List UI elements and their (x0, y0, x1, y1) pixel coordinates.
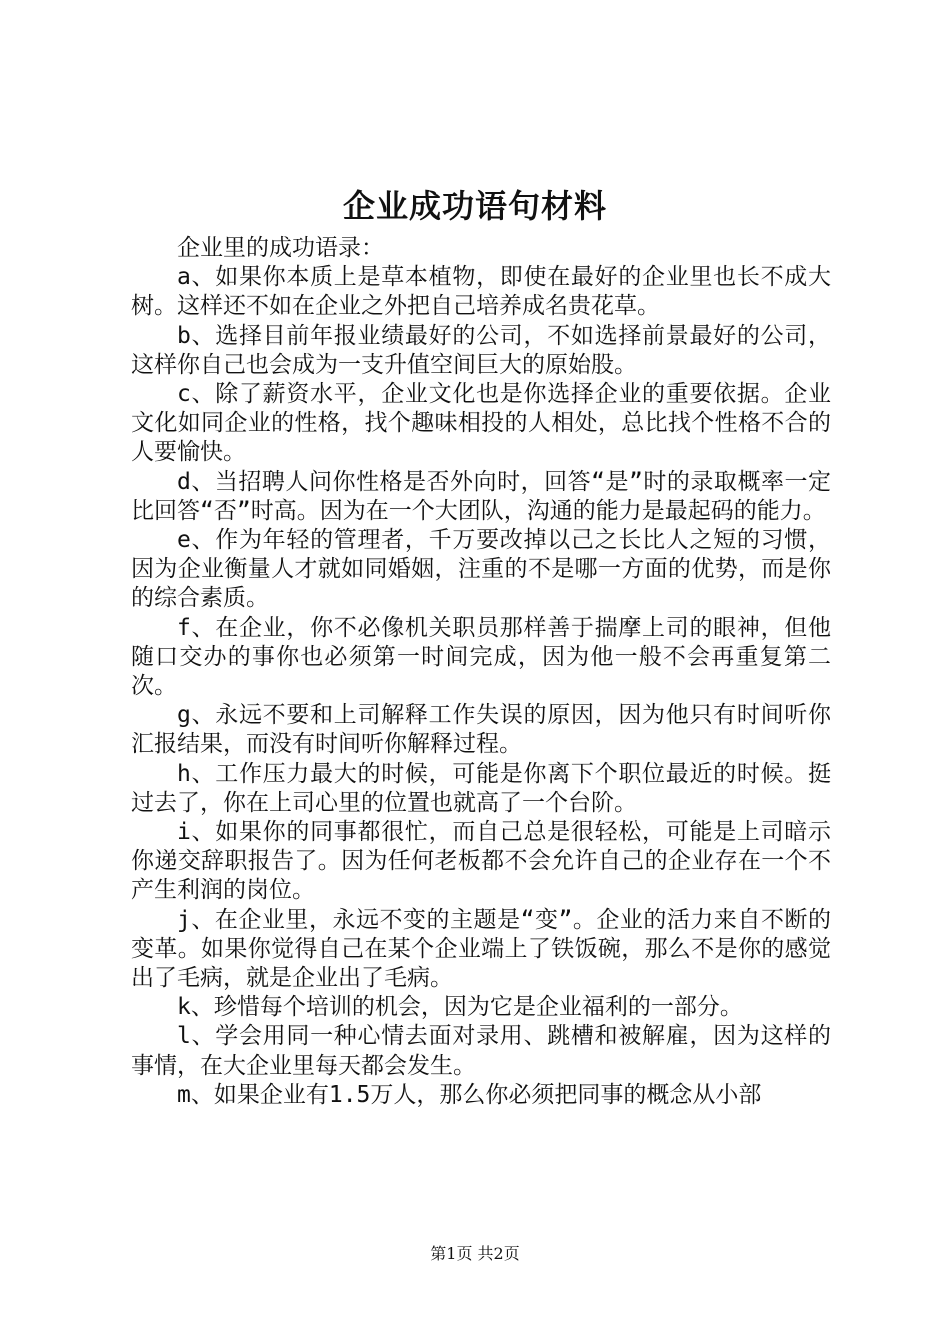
paragraph-g: g、永远不要和上司解释工作失误的原因，因为他只有时间听你汇报结果，而没有时间听你解释过程。 (131, 702, 831, 758)
paragraph-a: a、如果你本质上是草本植物，即使在最好的企业里也长不成大树。这样还不如在企业之外把自己培养成名贵花草。 (131, 264, 831, 320)
paragraph-j: j、在企业里，永远不变的主题是“变”。企业的活力来自不断的变革。如果你觉得自己在某个企业端上了铁饭碗，那么不是你的感觉出了毛病，就是企业出了毛病。 (131, 906, 831, 992)
paragraph-c: c、除了薪资水平，企业文化也是你选择企业的重要依据。企业文化如同企业的性格，找个趣味相投的人相处，总比找个性格不合的人要愉快。 (131, 381, 831, 466)
paragraph-e: e、作为年轻的管理者，千万要改掉以己之长比人之短的习惯，因为企业衡量人才就如同婚姻，注重的不是哪一方面的优势，而是你的综合素质。 (131, 527, 831, 612)
document-body (131, 234, 831, 1110)
paragraph-k: k、珍惜每个培训的机会，因为它是企业福利的一部分。 (177, 994, 743, 1021)
paragraph-h: h、工作压力最大的时候，可能是你离下个职位最近的时候。挺过去了，你在上司心里的位置也就高了一个台阶。 (131, 760, 831, 816)
paragraph-l: l、学会用同一种心情去面对录用、跳槽和被解雇，因为这样的事情，在大企业里每天都会发生。 (131, 1023, 831, 1079)
paragraph-i: i、如果你的同事都很忙，而自己总是很轻松，可能是上司暗示你递交辞职报告了。因为任何老板都不会允许自己的企业存在一个不产生利润的岗位。 (131, 819, 831, 904)
paragraph-b: b、选择目前年报业绩最好的公司，不如选择前景最好的公司，这样你自己也会成为一支升值空间巨大的原始股。 (131, 322, 831, 378)
paragraph-m: m、如果企业有1.5万人，那么你必须把同事的概念从小部 (177, 1081, 762, 1108)
page-footer: 第1页 共2页 (430, 1244, 520, 1263)
paragraph-intro: 企业里的成功语录： (177, 235, 384, 261)
paragraph-d: d、当招聘人问你性格是否外向时，回答“是”时的录取概率一定比回答“否”时高。因为在一个大团队，沟通的能力是最起码的能力。 (131, 468, 831, 524)
document-title: 企业成功语句材料 (342, 187, 607, 225)
paragraph-f: f、在企业，你不必像机关职员那样善于揣摩上司的眼神，但他随口交办的事你也必须第一时间完成，因为他一般不会再重复第二次。 (131, 614, 831, 700)
